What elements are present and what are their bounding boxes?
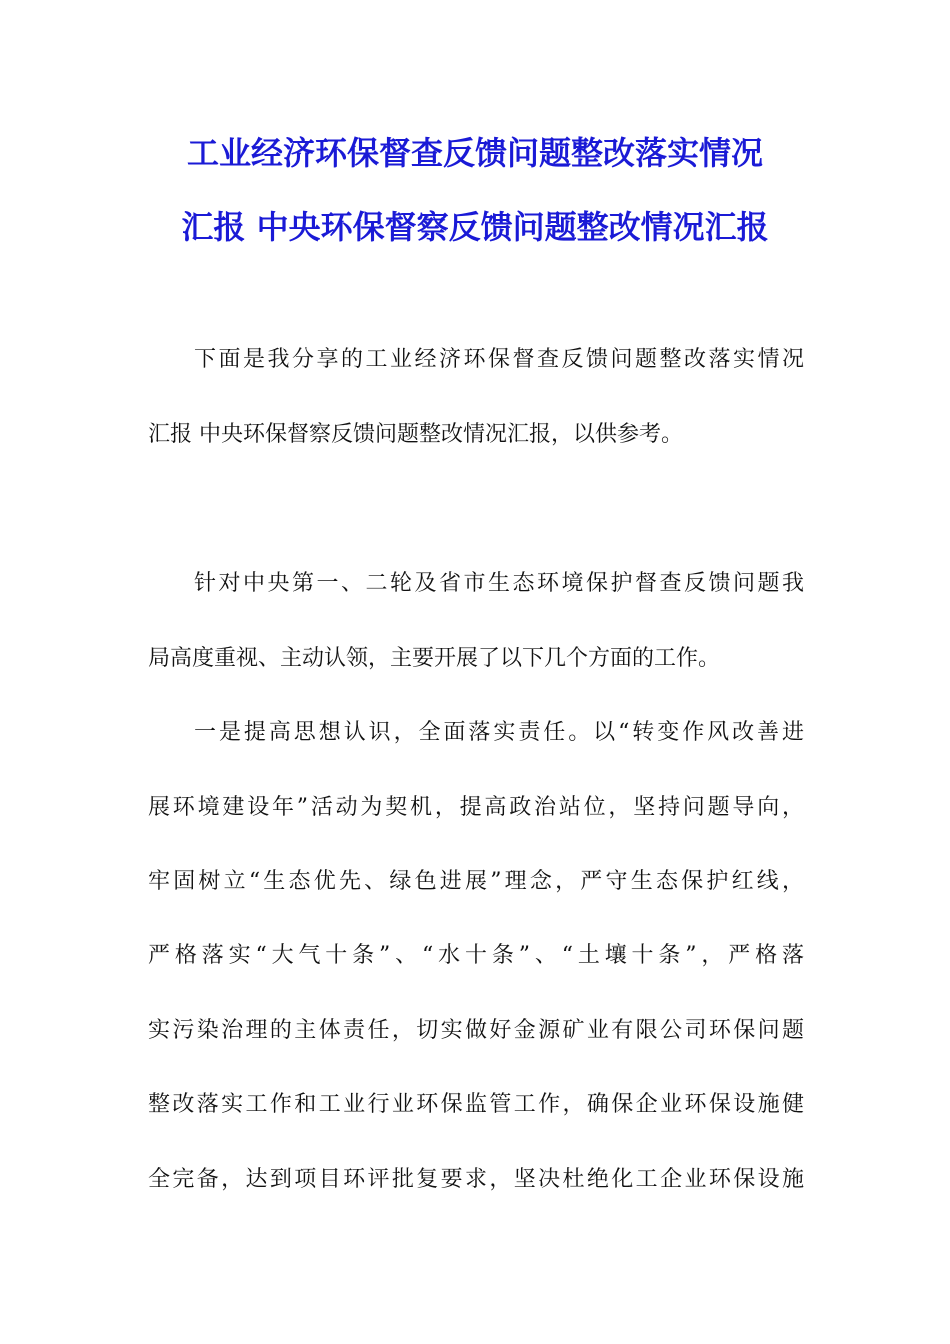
- paragraph2-line-3: 牢固树立“生态优先、绿色进展”理念，严守生态保护红线，: [148, 869, 804, 894]
- paragraph1-line-1: 针对中央第一、二轮及省市生态环境保护督查反馈问题我: [194, 571, 804, 596]
- paragraph2-line-1: 一是提高思想认识，全面落实责任。以“转变作风改善进: [194, 720, 804, 745]
- paragraph2-line-5: 实污染治理的主体责任，切实做好金源矿业有限公司环保问题: [148, 1018, 804, 1043]
- document-title-line-2: 汇报 中央环保督察反馈问题整改情况汇报: [181, 208, 769, 246]
- paragraph2-line-4: 严格落实“大气十条”、“水十条”、“土壤十条”，严格落: [148, 943, 804, 968]
- paragraph2-line-2: 展环境建设年”活动为契机，提高政治站位，坚持问题导向，: [148, 795, 804, 820]
- document-title-line-1: 工业经济环保督查反馈问题整改落实情况: [186, 134, 763, 172]
- intro-line-2: 汇报 中央环保督察反馈问题整改情况汇报，以供参考。: [148, 422, 683, 447]
- intro-line-1: 下面是我分享的工业经济环保督查反馈问题整改落实情况: [194, 347, 804, 372]
- paragraph2-line-6: 整改落实工作和工业行业环保监管工作，确保企业环保设施健: [148, 1092, 804, 1117]
- paragraph2-line-7: 全完备，达到项目环评批复要求，坚决杜绝化工企业环保设施: [148, 1167, 804, 1192]
- paragraph1-line-2: 局高度重视、主动认领，主要开展了以下几个方面的工作。: [148, 646, 721, 671]
